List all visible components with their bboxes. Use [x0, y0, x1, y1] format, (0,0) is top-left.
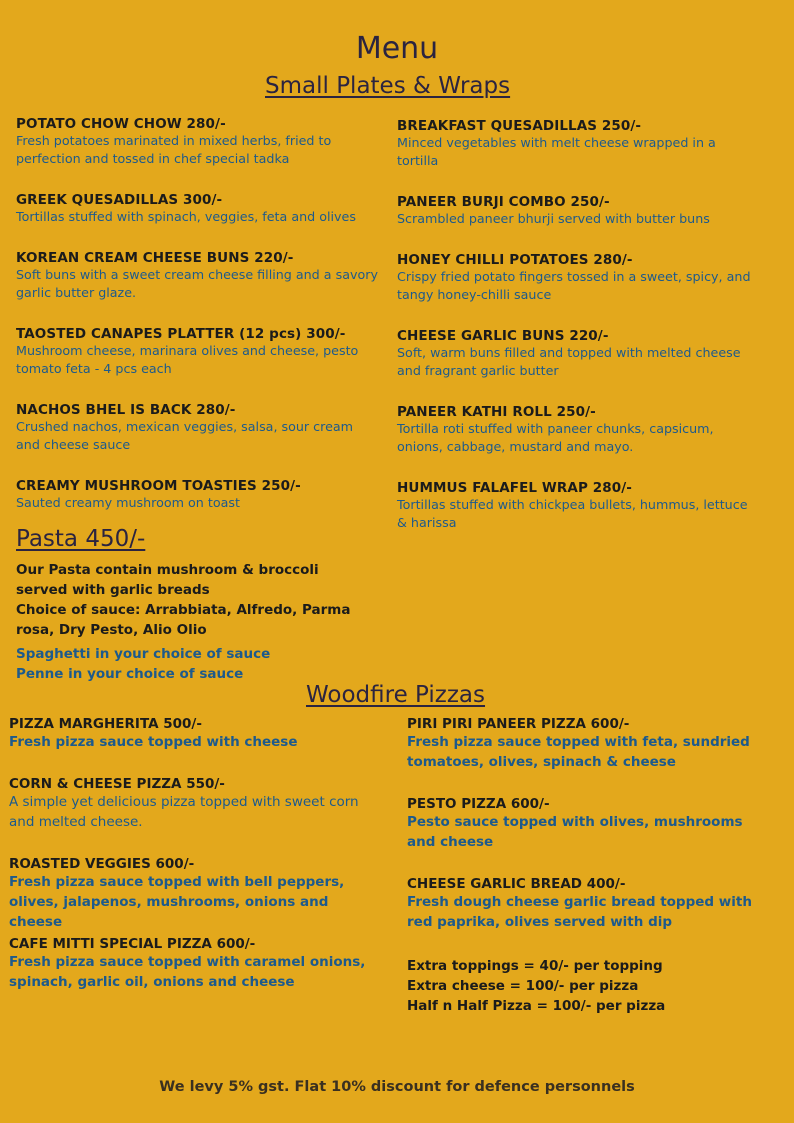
list-item [16, 116, 378, 168]
item-name: GREEK QUESADILLAS 300/- [16, 192, 223, 208]
list-item [9, 856, 379, 932]
item-description: Tortillas stuffed with spinach, veggies, feta and olives [16, 209, 356, 224]
item-description: Mushroom cheese, marinara olives and cheese, pesto tomato feta - 4 pcs each [16, 343, 359, 376]
list-item [397, 118, 752, 170]
item-name: CREAMY MUSHROOM TOASTIES 250/- [16, 478, 301, 494]
item-description: Pesto sauce topped with olives, mushrooms and cheese [407, 814, 743, 850]
item-name: CAFE MITTI SPECIAL PIZZA 600/- [9, 936, 256, 952]
list-item [397, 328, 752, 380]
item-name: PESTO PIZZA 600/- [407, 796, 550, 812]
list-item [16, 478, 378, 512]
pasta-option: Spaghetti in your choice of sauce [16, 646, 271, 662]
item-description: Fresh pizza sauce topped with bell peppers, olives, jalapenos, mushrooms, onions and cheese [9, 874, 345, 930]
list-item [407, 876, 772, 932]
list-item [407, 796, 772, 852]
item-name: TAOSTED CANAPES PLATTER (12 pcs) 300/- [16, 326, 346, 342]
item-description: Crushed nachos, mexican veggies, salsa, sour cream and cheese sauce [16, 419, 354, 452]
list-item [397, 480, 752, 532]
item-description: Soft, warm buns filled and topped with melted cheese and fragrant garlic butter [397, 345, 741, 378]
item-description: Fresh dough cheese garlic bread topped with red paprika, olives served with dip [407, 894, 752, 930]
pizzas-heading: Woodfire Pizzas [306, 682, 486, 708]
extra-line: Extra toppings = 40/- per topping [407, 958, 663, 974]
pizza-extras [407, 956, 772, 1016]
list-item [397, 252, 752, 304]
item-description: Tortillas stuffed with chickpea bullets, hummus, lettuce & harissa [397, 497, 748, 530]
list-item [16, 192, 378, 226]
pasta-details [16, 560, 371, 684]
item-name: KOREAN CREAM CHEESE BUNS 220/- [16, 250, 294, 266]
list-item [16, 402, 378, 454]
list-item [9, 776, 379, 832]
item-description: Minced vegetables with melt cheese wrapped in a tortilla [397, 135, 716, 168]
item-name: PANEER KATHI ROLL 250/- [397, 404, 596, 420]
list-item [9, 716, 379, 752]
item-description: A simple yet delicious pizza topped with sweet corn and melted cheese. [9, 794, 359, 830]
item-name: PIZZA MARGHERITA 500/- [9, 716, 202, 732]
item-name: CHEESE GARLIC BUNS 220/- [397, 328, 609, 344]
sauce-choices: Choice of sauce: Arrabbiata, Alfredo, Parma rosa, Dry Pesto, Alio Olio [16, 602, 351, 638]
item-name: HUMMUS FALAFEL WRAP 280/- [397, 480, 632, 496]
list-item [9, 936, 379, 992]
pasta-heading: Pasta 450/- [16, 526, 146, 552]
small-plates-heading: Small Plates & Wraps [265, 73, 511, 99]
list-item [16, 326, 378, 378]
list-item [16, 250, 378, 302]
item-description: Scrambled paneer bhurji served with butter buns [397, 211, 710, 226]
pasta-option: Penne in your choice of sauce [16, 666, 244, 682]
item-description: Fresh potatoes marinated in mixed herbs, fried to perfection and tossed in chef special tadka [16, 133, 332, 166]
list-item [407, 716, 772, 772]
item-name: PANEER BURJI COMBO 250/- [397, 194, 610, 210]
menu-title: Menu [355, 31, 439, 66]
footer-note: We levy 5% gst. Flat 10% discount for defence personnels [159, 1079, 635, 1095]
item-description: Sauted creamy mushroom on toast [16, 495, 240, 510]
item-description: Fresh pizza sauce topped with feta, sundried tomatoes, olives, spinach & cheese [407, 734, 750, 770]
extra-line: Half n Half Pizza = 100/- per pizza [407, 998, 666, 1014]
item-name: PIRI PIRI PANEER PIZZA 600/- [407, 716, 630, 732]
item-name: ROASTED VEGGIES 600/- [9, 856, 195, 872]
pasta-note: Our Pasta contain mushroom & broccoli served with garlic breads [16, 562, 319, 598]
item-name: HONEY CHILLI POTATOES 280/- [397, 252, 633, 268]
item-name: POTATO CHOW CHOW 280/- [16, 116, 226, 132]
item-name: CHEESE GARLIC BREAD 400/- [407, 876, 626, 892]
list-item [397, 404, 752, 456]
item-description: Crispy fried potato fingers tossed in a sweet, spicy, and tangy honey-chilli sauce [397, 269, 751, 302]
item-description: Fresh pizza sauce topped with caramel onions, spinach, garlic oil, onions and cheese [9, 954, 366, 990]
item-name: CORN & CHEESE PIZZA 550/- [9, 776, 225, 792]
item-name: BREAKFAST QUESADILLAS 250/- [397, 118, 642, 134]
item-description: Soft buns with a sweet cream cheese filling and a savory garlic butter glaze. [16, 267, 378, 300]
list-item [397, 194, 752, 228]
item-name: NACHOS BHEL IS BACK 280/- [16, 402, 236, 418]
extra-line: Extra cheese = 100/- per pizza [407, 978, 639, 994]
item-description: Fresh pizza sauce topped with cheese [9, 734, 298, 750]
item-description: Tortilla roti stuffed with paneer chunks, capsicum, onions, cabbage, mustard and mayo. [397, 421, 714, 454]
